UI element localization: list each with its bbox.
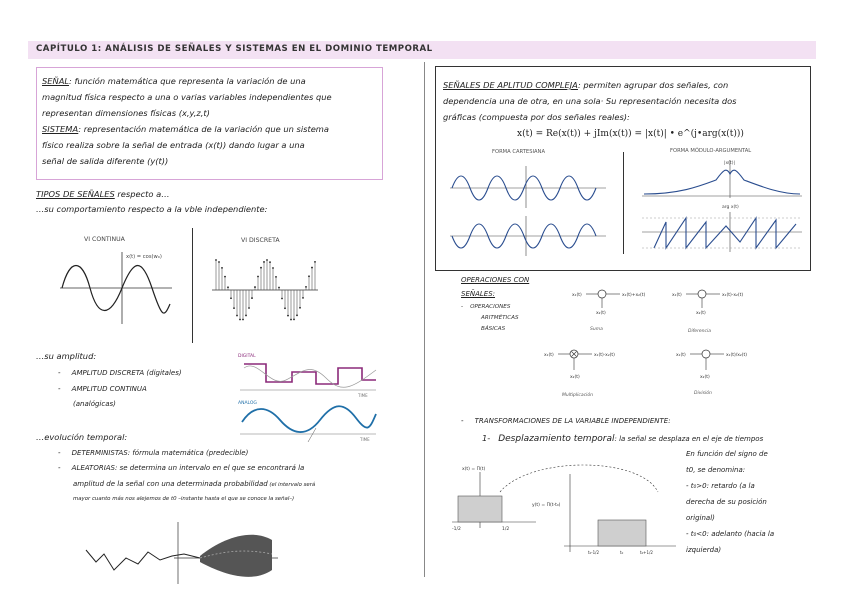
digital-ref-wave: [244, 366, 376, 387]
sum-in2-label: x₂(t): [596, 311, 606, 316]
modulus-argument-plots: [640, 156, 806, 256]
diff-block: [672, 290, 743, 334]
shift-t0a-label: t₀-1/2: [588, 550, 600, 555]
amp-continua: AMPLITUD CONTINUA: [71, 385, 147, 393]
diff-out-label: x₁(t)-x₂(t): [722, 293, 744, 298]
evo-bullet-1: - DETERMINISTAS: fórmula matemática (predecible): [58, 449, 249, 457]
discrete-sample: [227, 286, 229, 288]
cos-label: x(t) = cos(w₀): [126, 254, 162, 260]
op-item-3: BÁSICAS: [481, 326, 506, 332]
div-out-label: x₁(t)/x₂(t): [726, 353, 748, 358]
discrete-sample: [224, 276, 226, 278]
transform-item: [482, 431, 763, 448]
vi-continua-label: VI CONTINUA: [84, 236, 125, 243]
chapter-header: [28, 41, 816, 59]
discrete-sample: [290, 319, 292, 321]
discrete-sample: [248, 307, 250, 309]
senal-line-3: representan dimensiones físicas (x,y,z,t): [42, 108, 210, 118]
discrete-sample: [233, 307, 235, 309]
amp-discreta: AMPLITUD DISCRETA (digitales): [71, 369, 182, 377]
tipos-rest: respecto a…: [114, 189, 170, 199]
discrete-sample: [245, 315, 247, 317]
evo-aleatorias-note: (el intervalo será: [267, 482, 316, 488]
discrete-sample: [287, 315, 289, 317]
transform-r1: En función del signo de: [686, 450, 768, 458]
tipos-sub-2: …su amplitud:: [36, 351, 97, 361]
shift-rect: [598, 520, 646, 546]
argument-sawtooth: [654, 218, 796, 248]
mul-block: [544, 350, 615, 398]
discrete-sample: [218, 261, 220, 263]
random-signal-plot: [82, 518, 282, 590]
discrete-sample: [311, 267, 313, 269]
evo-aleatorias: ALEATORIAS: se determina un intervalo en el que se encontrará la: [71, 464, 305, 472]
discrete-sample: [215, 259, 217, 261]
amp-continua-2: (analógicas): [73, 400, 116, 408]
analog-label: ANALOG: [238, 401, 257, 406]
modulus-curve: [644, 170, 800, 194]
operaciones-bullet: - OPERACIONES: [461, 304, 511, 310]
tipos-sub-1: …su comportamiento respecto a la vble independiente:: [36, 204, 268, 214]
discrete-sample: [305, 286, 307, 288]
discrete-sample: [239, 319, 241, 321]
compleja-text-1: : permiten agrupar dos señales, con: [577, 80, 729, 90]
compleja-line-3: gráficas (compuesta por dos señales reales):: [443, 112, 630, 122]
evo-deterministas: DETERMINISTAS: fórmula matemática (predecible): [71, 449, 249, 457]
uncertainty-band: [200, 535, 272, 577]
div-block: [676, 350, 747, 396]
forma-cartesiana-label: FORMA CARTESIANA: [492, 149, 545, 155]
shift-diagram: [440, 462, 680, 562]
shift-t0b-label: t₀+1/2: [640, 550, 653, 555]
discrete-sample: [260, 267, 262, 269]
mul-caption: Multiplicación: [562, 393, 593, 398]
discrete-sample: [275, 276, 277, 278]
time-label-2: TIME: [360, 437, 370, 442]
discrete-sample: [272, 267, 274, 269]
diff-node: [698, 290, 706, 298]
senal-line-1: [42, 74, 306, 90]
amp-bullet-2: - AMPLITUD CONTINUA: [58, 385, 147, 393]
transform-r2: t0, se denomina:: [686, 466, 746, 474]
diff-in-label: x₁(t): [672, 293, 682, 298]
column-divider: [424, 62, 425, 577]
mul-in2-label: x₂(t): [570, 375, 580, 380]
div-in-label: x₁(t): [676, 353, 686, 358]
sistema-line-3: señal de salida diferente (y(t)): [42, 156, 169, 166]
tipos-sub-3: …evolución temporal:: [36, 432, 128, 442]
discrete-sample: [293, 319, 295, 321]
discrete-sample: [230, 297, 232, 299]
sum-out-label: x₁(t)+x₂(t): [622, 293, 646, 298]
discrete-sample: [284, 307, 286, 309]
operation-blocks: [544, 282, 810, 402]
orig-neg-label: -1/2: [452, 527, 461, 532]
vi-discreta-label: VI DISCRETA: [241, 237, 280, 244]
evo-line-3: mayor cuanto más nos alejemos de t0 –instante hasta el que se conoce la señal–): [73, 496, 295, 502]
shift-label: y(t) = Π(t-t₀): [532, 503, 561, 508]
sistema-line-1: [42, 122, 329, 138]
op-item-2: ARITMÉTICAS: [481, 315, 519, 321]
discrete-sample: [269, 261, 271, 263]
evo-aleatorias-2: amplitud de la señal con una determinada probabilidad: [73, 480, 268, 488]
compleja-line-2: dependencia una de otra, en una sola· Su representación necesita dos: [443, 96, 737, 106]
transform-item-title: Desplazamiento temporal: [498, 434, 615, 444]
discrete-sample: [314, 261, 316, 263]
transform-r4: derecha de su posición: [686, 498, 767, 506]
discrete-sample: [296, 314, 298, 316]
discrete-sample: [221, 267, 223, 269]
sistema-line-2: físico realiza sobre la señal de entrada (x(t)) dando lugar a una: [42, 140, 305, 150]
amp-bullet-1: - AMPLITUD DISCRETA (digitales): [58, 369, 182, 377]
orig-label: x(t) = Π(t): [462, 467, 486, 472]
sum-node: [598, 290, 606, 298]
shift-t0-label: t₀: [620, 550, 624, 555]
mul-out-label: x₁(t)·x₂(t): [594, 353, 615, 358]
discrete-sample: [308, 275, 310, 277]
transform-r5: original): [686, 514, 715, 522]
discrete-sample: [251, 297, 253, 299]
discrete-signal-plot: [210, 248, 320, 343]
operaciones-heading-1: OPERACIONES CON: [461, 276, 530, 284]
senal-term: SEÑAL: [42, 76, 70, 86]
orig-rect: [458, 496, 502, 522]
operaciones-heading-2: SEÑALES:: [461, 290, 496, 298]
transform-r6: - t₀<0: adelanto (hacia la: [686, 530, 775, 538]
compleja-line-1: [443, 78, 728, 94]
sistema-term: SISTEMA: [42, 124, 79, 134]
continuous-signal-plot: [56, 248, 176, 328]
discrete-sample: [242, 319, 244, 321]
cartesian-plots: [448, 162, 608, 258]
transform-heading: - TRANSFORMACIONES DE LA VARIABLE INDEPENDIENTE:: [461, 417, 671, 425]
orig-pos-label: 1/2: [502, 527, 510, 532]
div-caption: División: [694, 391, 712, 396]
div-node: [702, 350, 710, 358]
known-signal: [86, 550, 200, 570]
diff-in2-label: x₂(t): [696, 311, 706, 316]
arg-label: arg x(t): [722, 205, 739, 210]
discrete-sample: [299, 307, 301, 309]
shift-arrow: [500, 465, 658, 492]
div-in2-label: x₂(t): [700, 375, 710, 380]
discrete-sample: [266, 259, 268, 261]
cosine-curve: [62, 266, 170, 314]
senal-text-1: : función matemática que representa la variación de una: [69, 76, 306, 86]
sum-block: [572, 290, 646, 332]
analog-wave: [242, 406, 376, 432]
chapter-title: CAPÍTULO 1: ANÁLISIS DE SEÑALES Y SISTEMAS EN EL DOMINIO TEMPORAL: [36, 44, 433, 54]
complex-formula: x(t) = Re(x(t)) + jIm(x(t)) = |x(t)| • e^(j•arg(x(t))): [517, 129, 744, 139]
transform-r3: - t₀>0: retardo (a la: [686, 482, 755, 490]
senal-line-2: magnitud física respecto a una o varias variables independientes que: [42, 92, 332, 102]
discrete-sample: [302, 297, 304, 299]
digital-wave: [244, 364, 376, 384]
op-item-1: OPERACIONES: [470, 304, 511, 310]
transform-item-num: 1-: [482, 433, 491, 443]
compleja-term: SEÑALES DE APLITUD COMPLEJA: [443, 80, 578, 90]
digital-label: DIGITAL: [238, 354, 256, 359]
discrete-sample: [281, 298, 283, 300]
discrete-sample: [263, 261, 265, 263]
time-label-1: TIME: [358, 393, 368, 398]
mul-in-label: x₁(t): [544, 353, 554, 358]
discrete-sample: [254, 286, 256, 288]
sum-caption: Suma: [590, 327, 603, 332]
transform-item-rest: : la señal se desplaza en el eje de tiempos: [614, 435, 764, 443]
forma-modulo-label: FORMA MÓDULO-ARGUMENTAL: [670, 148, 752, 154]
discrete-sample: [278, 287, 280, 289]
complex-separator: [623, 152, 624, 254]
transform-heading-text: TRANSFORMACIONES DE LA VARIABLE INDEPENDIENTE:: [474, 417, 671, 425]
abs-label: |x(t)|: [724, 161, 735, 166]
tipos-term: TIPOS DE SEÑALES: [36, 189, 115, 199]
digital-analog-plot: [236, 352, 384, 444]
discrete-sample: [257, 276, 259, 278]
discrete-sample: [236, 315, 238, 317]
sistema-text-1: : representación matemática de la variación que un sistema: [78, 124, 329, 134]
sum-in-label: x₁(t): [572, 293, 582, 298]
vi-separator: [192, 228, 193, 343]
tipos-heading: [36, 187, 170, 203]
transform-r7: izquierda): [686, 546, 722, 554]
diff-caption: Diferencia: [688, 329, 712, 334]
evo-bullet-2: - ALEATORIAS: se determina un intervalo en el que se encontrará la: [58, 464, 305, 472]
